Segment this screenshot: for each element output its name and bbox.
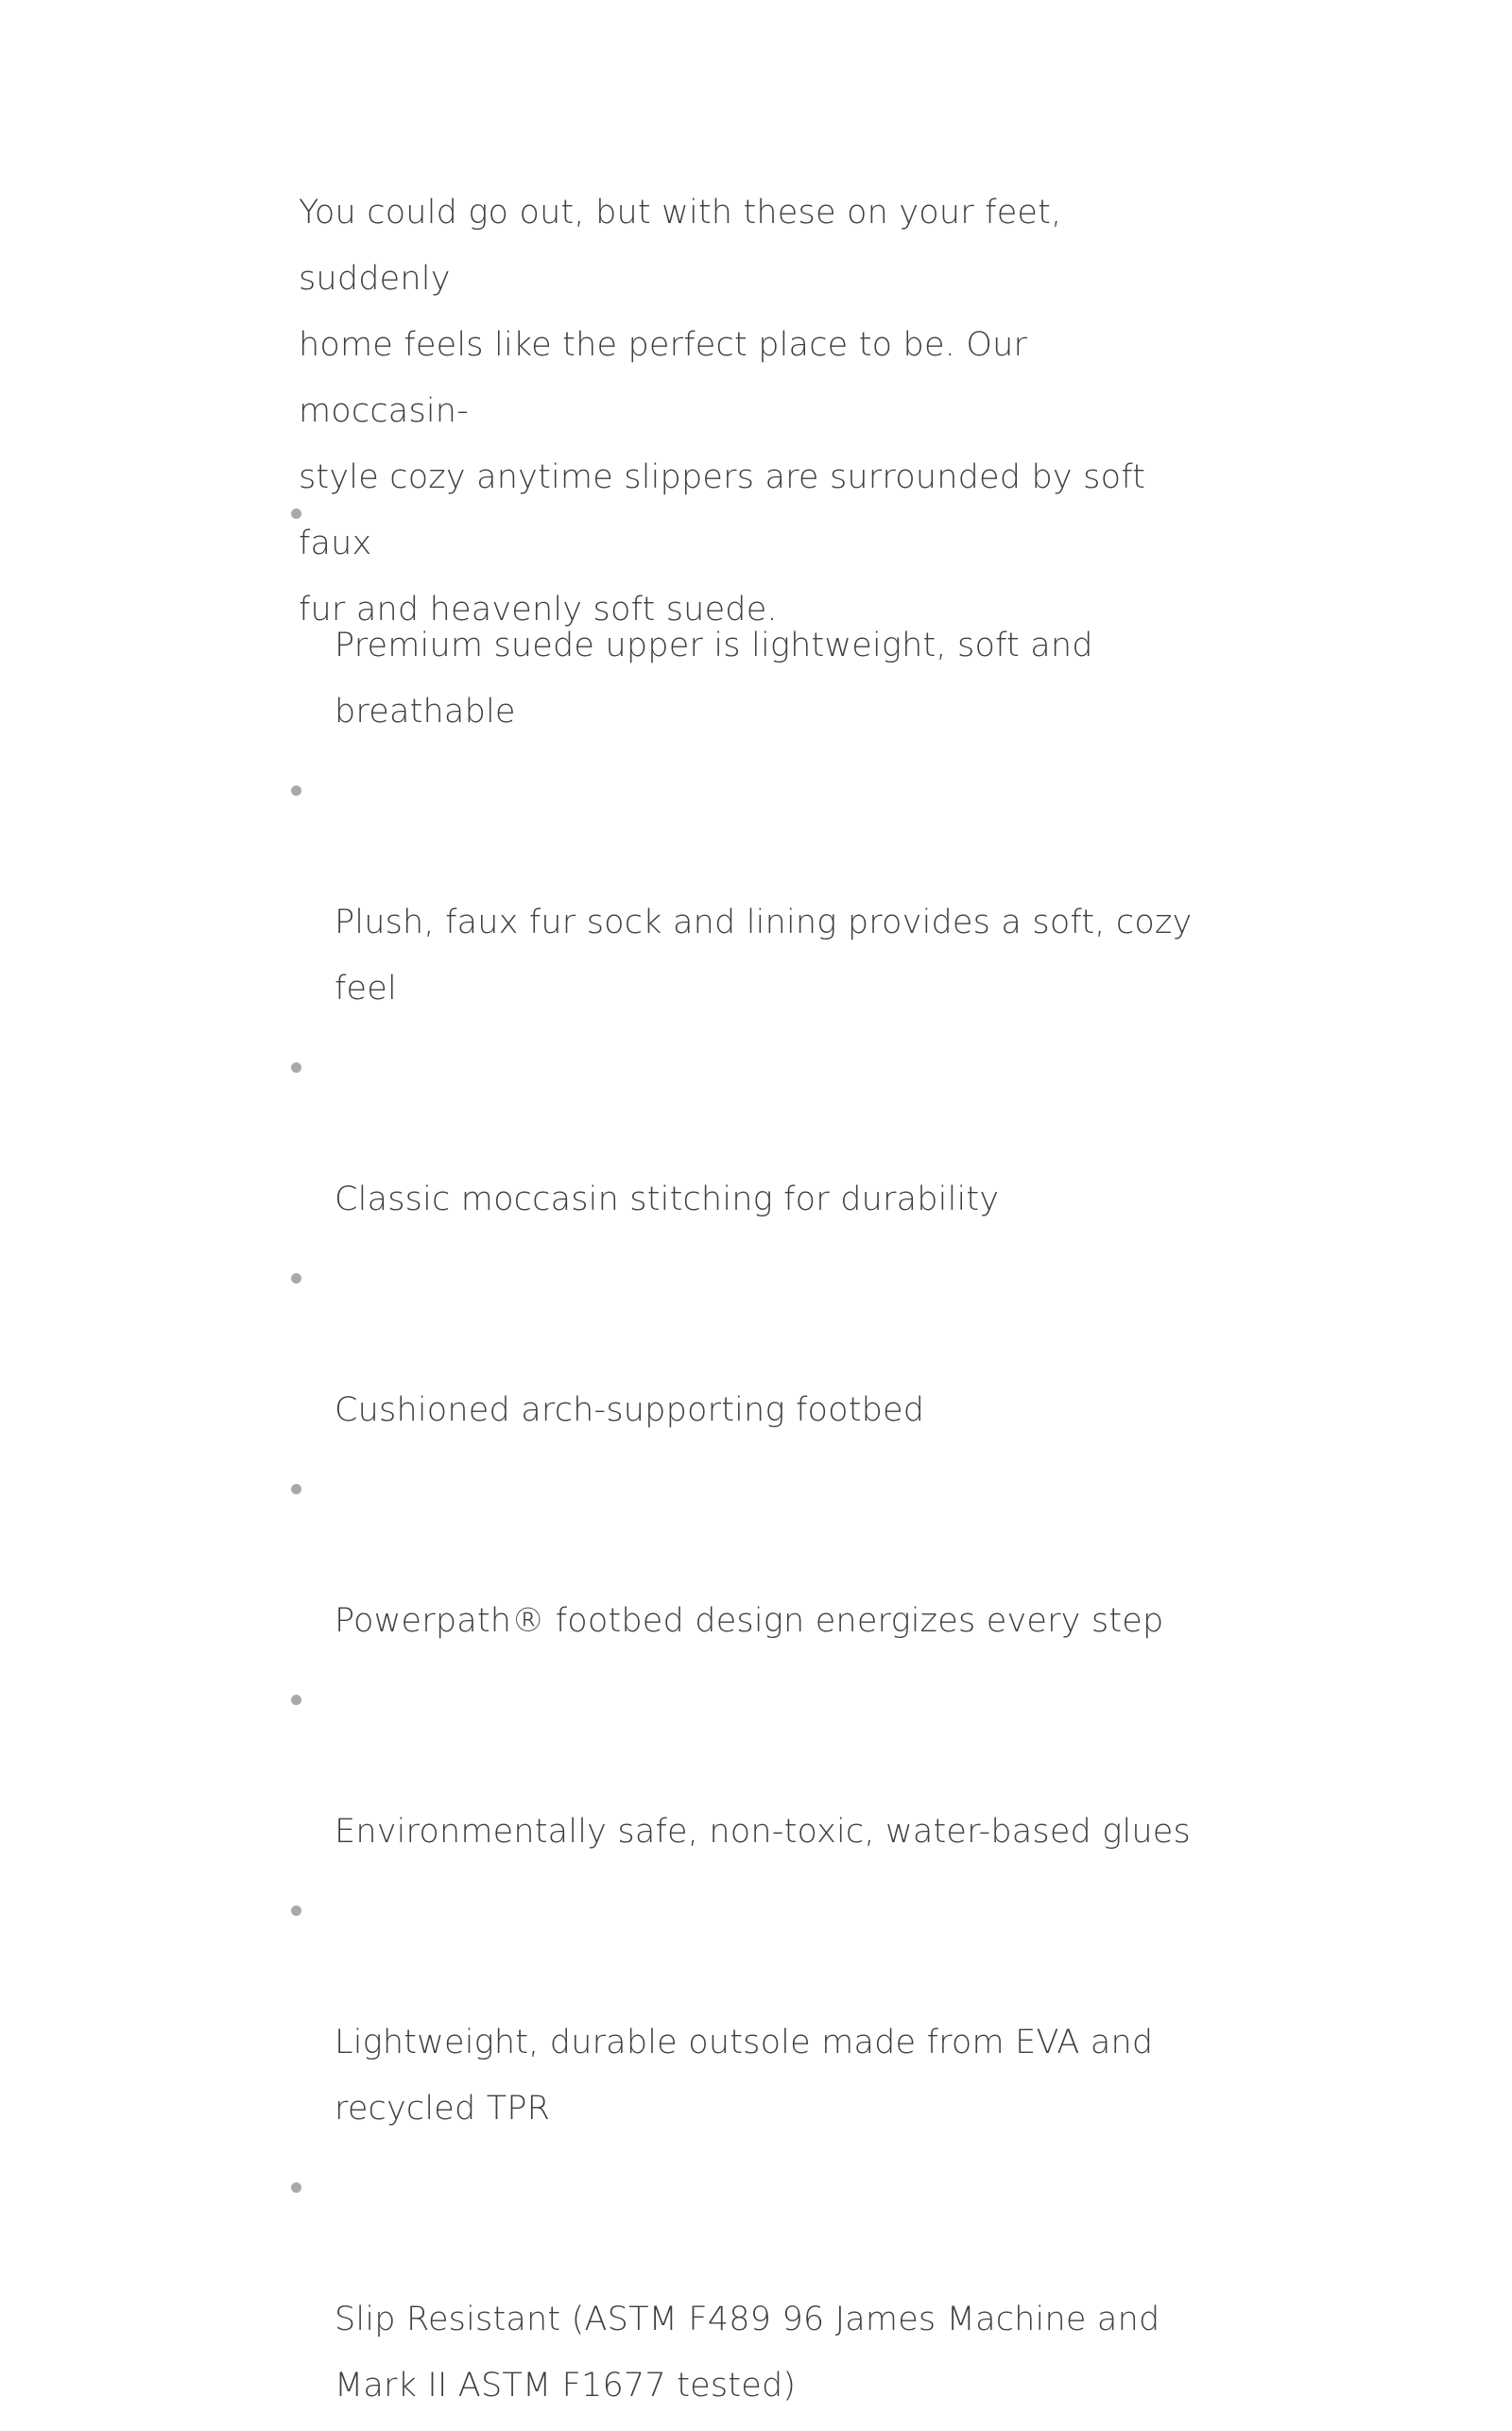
bullet-icon xyxy=(291,785,301,796)
list-item xyxy=(299,2154,1206,2419)
bullet-icon xyxy=(291,1062,301,1073)
list-item xyxy=(299,1245,1206,1443)
bullet-icon xyxy=(291,1905,301,1916)
feature-list xyxy=(299,480,1206,2431)
feature-text: Lightweight, durable outsole made from EVA and recycled TPR xyxy=(335,2024,1154,2128)
bullet-icon xyxy=(291,1273,301,1284)
bullet-icon xyxy=(291,1695,301,1705)
feature-text: Cushioned arch-supporting footbed xyxy=(335,1391,925,1429)
feature-text: Environmentally safe, non-toxic, water-based glues xyxy=(335,1813,1191,1851)
list-item xyxy=(299,1456,1206,1654)
feature-text: Classic moccasin stitching for durability xyxy=(335,1181,1000,1218)
bullet-icon xyxy=(291,509,301,519)
feature-text: Slip Resistant (ASTM F489 96 James Machine and Mark II ASTM F1677 tested) xyxy=(335,2301,1160,2405)
intro-paragraph: You could go out, but with these on your feet, suddenly home feels like the perfect place to be. Our moccasin- style cozy anytime slippers are surrounded by soft faux fur and heavenly soft suede. xyxy=(299,194,1146,629)
feature-text: Premium suede upper is lightweight, soft and breathable xyxy=(335,627,1093,731)
list-item xyxy=(299,480,1206,745)
list-item xyxy=(299,757,1206,1022)
feature-text: Plush, faux fur sock and lining provides a soft, cozy feel xyxy=(335,904,1193,1008)
bullet-icon xyxy=(291,2182,301,2193)
list-item xyxy=(299,1034,1206,1233)
feature-text: Powerpath® footbed design energizes every step xyxy=(335,1602,1164,1640)
list-item xyxy=(299,1877,1206,2142)
list-item xyxy=(299,1666,1206,1865)
bullet-icon xyxy=(291,1484,301,1494)
product-description xyxy=(299,180,1206,2405)
